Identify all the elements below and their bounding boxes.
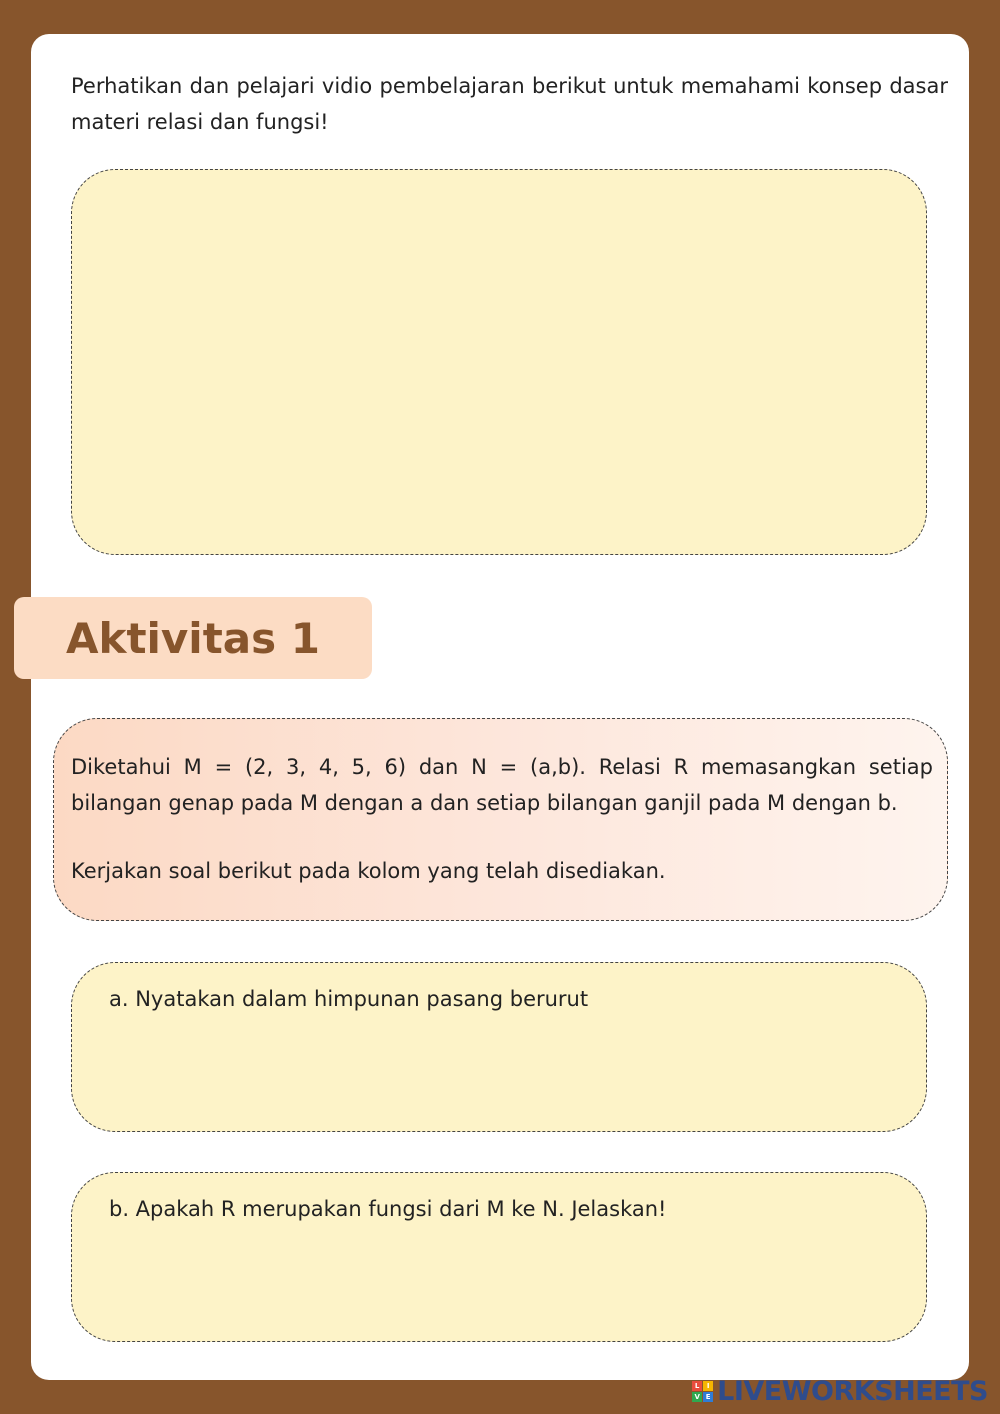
logo-tile: E: [703, 1392, 713, 1402]
liveworksheets-logo[interactable]: [692, 1376, 988, 1406]
logo-tile: I: [703, 1381, 713, 1391]
answer-box-b[interactable]: [71, 1172, 927, 1342]
logo-text: LIVEWORKSHEETS: [717, 1375, 988, 1407]
problem-instruction: Kerjakan soal berikut pada kolom yang telah disediakan.: [71, 859, 666, 883]
problem-box: [53, 718, 948, 921]
question-a-label: a. Nyatakan dalam himpunan pasang berurut: [109, 987, 589, 1011]
intro-text: Perhatikan dan pelajari vidio pembelajaran berikut untuk memahami konsep dasar materi relasi dan fungsi!: [71, 74, 948, 134]
problem-statement: Diketahui M = (2, 3, 4, 5, 6) dan N = (a,b). Relasi R memasangkan setiap bilangan genap pada M dengan a dan setiap bilangan ganjil pada M dengan b.: [71, 755, 933, 815]
question-b-label: b. Apakah R merupakan fungsi dari M ke N. Jelaskan!: [109, 1197, 667, 1221]
activity-banner: [14, 597, 372, 679]
answer-box-a[interactable]: [71, 962, 927, 1132]
logo-tile: L: [692, 1381, 702, 1391]
logo-tile: V: [692, 1392, 702, 1402]
video-embed-area[interactable]: [71, 169, 927, 555]
logo-tiles-icon: [692, 1381, 713, 1402]
activity-title: Aktivitas 1: [66, 613, 320, 663]
